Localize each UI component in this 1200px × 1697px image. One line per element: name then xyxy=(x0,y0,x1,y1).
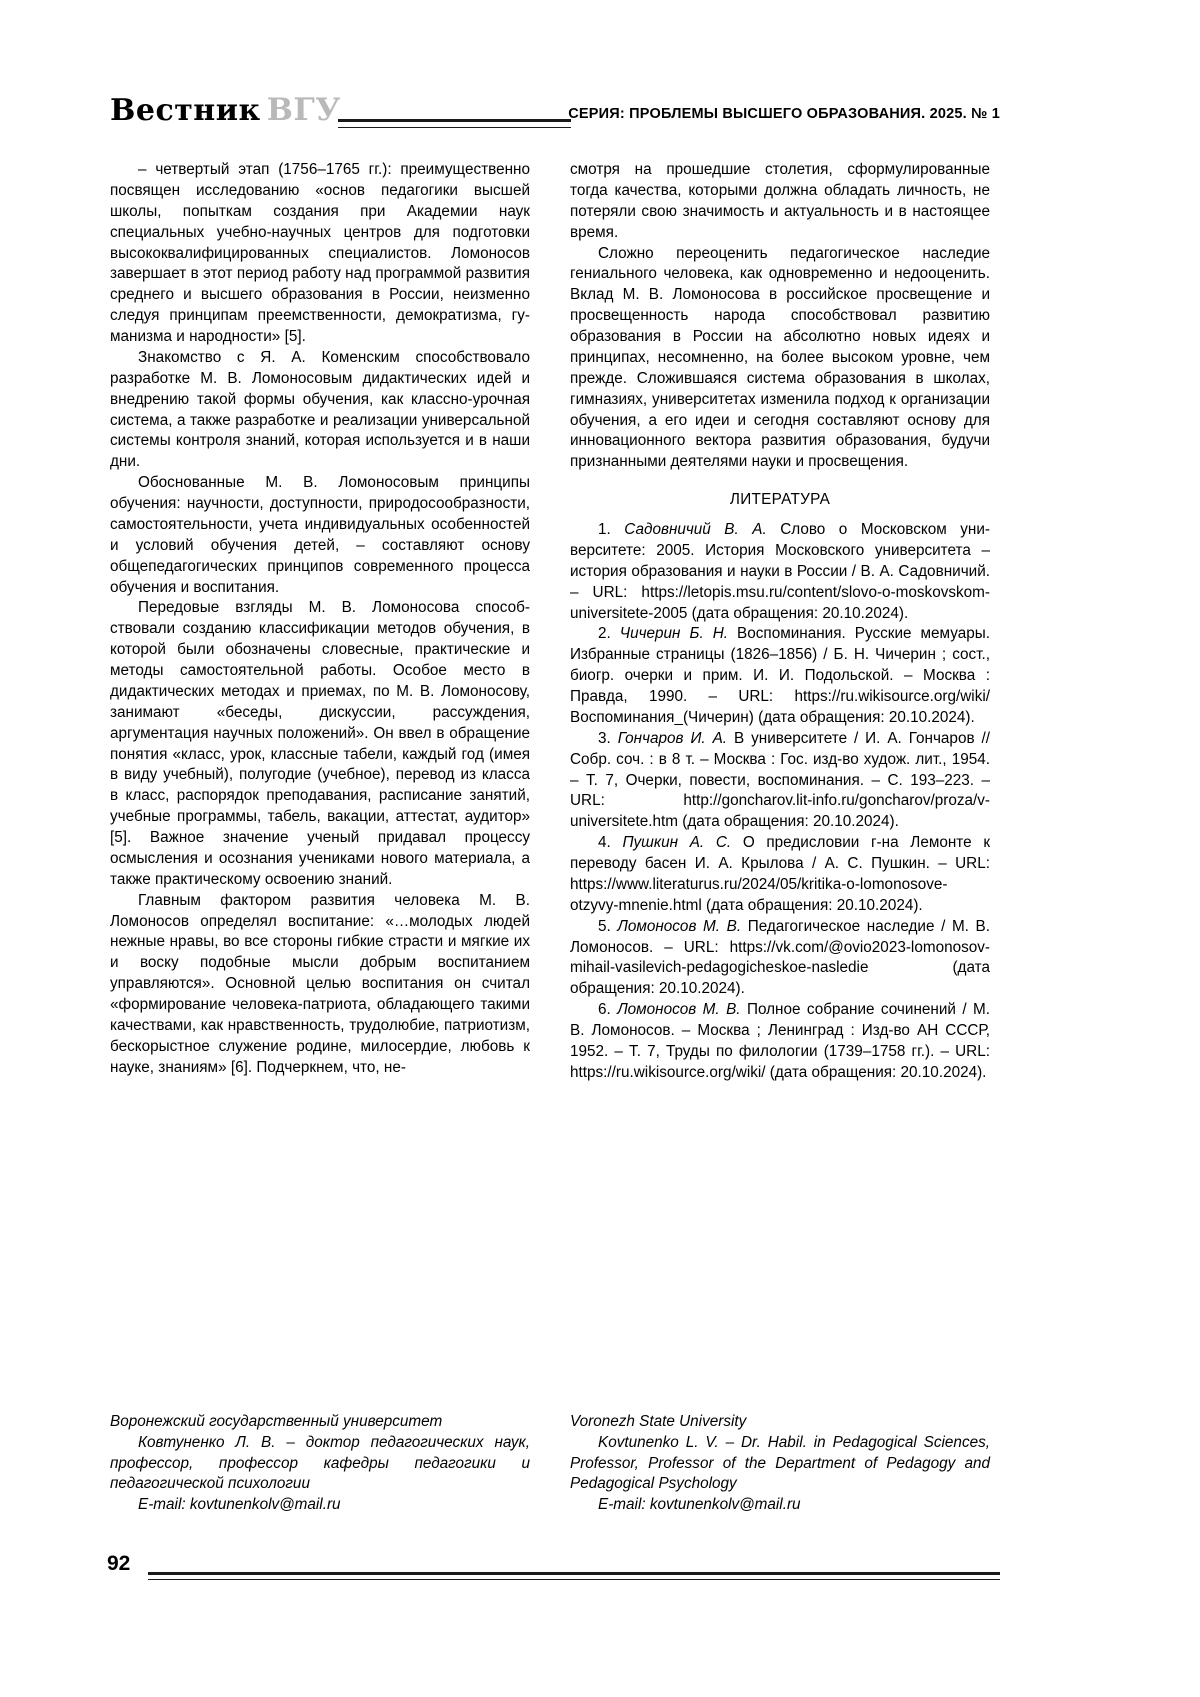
journal-logo xyxy=(110,92,341,128)
page-header xyxy=(110,92,1000,138)
reference-number: 6. xyxy=(598,1001,611,1019)
reference-text: Слово о Московском университете: 2005. История Московского университета – история образования и науки в России / В. А. Садовничий. – URL: https://letopis.msu.ru/content/slovo-o-moskovskom-universitete-2005 (дата обращения: 20.10.2024). xyxy=(570,521,990,622)
body-column-left xyxy=(110,160,530,1079)
affiliation-author: Ковтуненко Л. В. – доктор педагогических наук, профессор, профессор кафедры педагогики и педагогической психологии xyxy=(110,1433,530,1493)
affiliation-email: E-mail: kovtunenkolv@mail.ru xyxy=(598,1496,801,1514)
paragraph: Главным фактором развития человека М. В. Ломоносов определял воспитание: «…молодых людей нежные нравы, во все стороны гибкие страсти и мягкие их и воску подобные мысли добрым воспитанием управляются». Основной целью воспитания он считал «формирование человека-патриота, обладающего такими качествами, как нравственность, трудолюбие, патриотизм, бескорыстное служение родине, милосердие, любовь к науке, знаниям» [6]. Подчеркнем, что, не- xyxy=(110,891,530,1076)
reference-text: О предисловии г-на Лемонте к переводу басен И. А. Крылова / А. С. Пушкин. – URL: https://www.literaturus.ru/2024/05/kritika-o-lomonosove-otzyvy-mnenie.html (дата обращения: 20.10.2024). xyxy=(570,834,991,914)
paragraph: Передовые взгляды М. В. Ломоносова способствовали созданию классификации методов обучения, в которой были обозначены словесные, практические и методы самостоятельной работы. Особое место в дидактических методах и приемах, по М. В. Ломоносову, занимают «беседы, дискуссии, рассуждения, аргументация научных положений». Он ввел в обращение понятия «класс, урок, классные табели, каждый год (имея в виду учебный), полугодие (учебное), перевод из класса в класс, распорядок преподавания, расписание занятий, учебные программы, табель, вакации, аттестат, аудитор» [5]. Важное значение ученый придавал процессу осмысления и осознания учениками нового материала, а также практическому освоению знаний. xyxy=(110,599,530,888)
paragraph: Знакомство с Я. А. Коменским способствовало разработке М. В. Ломоносовым дидактических идей и внедрению такой формы обучения, как классно-урочная система, а также разработке и реализации универсальной системы контроля знаний, которая используется и в наши дни. xyxy=(110,348,530,471)
reference-author: Ломоносов М. В. xyxy=(617,1001,741,1019)
journal-logo-main: Вестник xyxy=(110,93,261,128)
reference-text: Педагогическое наследие / М. В. Ломоносов. – URL: https://vk.com/@ovio2023-lomonosov-mihail-vasilevich-pedagogicheskoe-nasledie (дата обращения: 20.10.2024). xyxy=(570,917,990,998)
reference-author: Пушкин А. С. xyxy=(622,834,732,852)
body-column-right xyxy=(570,160,990,1084)
journal-series-line: СЕРИЯ: ПРОБЛЕМЫ ВЫСШЕГО ОБРАЗОВАНИЯ. 2025. № 1 xyxy=(568,106,1000,122)
reference-author: Гончаров И. А. xyxy=(617,729,728,747)
paragraph-continued: смотря на прошедшие столетия, сформулированные тогда качества, которыми должна обладать личность, не потеряли свою значимость и актуальность и в настоящее время. xyxy=(570,161,990,241)
reference-text: Полное собрание сочинений / М. В. Ломоносов. – Москва ; Ленинград : Изд-во АН СССР, 1952. – Т. 7, Труды по филологии (1739–1758 гг.). – URL: https://ru.wikisource.org/wiki/ (дата обращения: 20.10.2024). xyxy=(570,1001,991,1081)
journal-logo-secondary: ВГУ xyxy=(266,92,341,128)
reference-number: 4. xyxy=(598,834,611,852)
header-divider-rule xyxy=(338,119,571,128)
affiliation-institution: Воронежский государственный университет xyxy=(110,1413,443,1430)
page-number: 92 xyxy=(107,1552,131,1575)
paragraph: – четвертый этап (1756–1765 гг.): преимущественно посвящен исследованию «основ педагогики высшей школы, попыткам создания при Академии наук специальных учебно-научных центров для подготовки высококвалифицированных специалистов. Ломоносов завершает в этот период работу над программой развития среднего и высшего образования в России, неизменно следуя принципам преемственности, демократизма, гуманизма и народности» [5]. xyxy=(110,161,530,345)
reference-item xyxy=(570,917,990,1001)
references-heading: ЛИТЕРАТУРА xyxy=(729,491,831,509)
reference-number: 3. xyxy=(598,729,611,747)
reference-item xyxy=(570,520,990,624)
reference-number: 1. xyxy=(598,521,611,538)
reference-text: В университете / И. А. Гончаров // Собр. соч. : в 8 т. – Москва : Гос. изд-во худож. лит., 1954. – Т. 7, Очерки, повести, воспоминания. – С. 193–223. – URL: http://goncharov.lit-info.ru/goncharov/proza/v-universitete.htm (дата обращения: 20.10.2024). xyxy=(570,729,991,831)
reference-number: 5. xyxy=(598,917,611,935)
footer-divider-rule xyxy=(148,1572,1000,1580)
reference-item xyxy=(570,624,990,728)
reference-author: Чичерин Б. Н. xyxy=(619,625,729,643)
affiliation-email: E-mail: kovtunenkolv@mail.ru xyxy=(138,1496,341,1514)
reference-item xyxy=(570,833,990,917)
paragraph: Обоснованные М. В. Ломоносовым принципы обучения: научности, доступности, природосообразности, самостоятельности, учета индивидуальных особенностей и условий обучения детей, – составляют основу общепедагогических принципов современного процесса обучения и воспитания. xyxy=(110,474,530,596)
affiliation-russian xyxy=(110,1412,530,1516)
reference-text: Воспоминания. Русские мемуары. Избранные страницы (1826–1856) / Б. Н. Чичерин ; сост., биогр. очерки и прим. И. И. Подольской. – Москва : Правда, 1990. – URL: https://ru.wikisource.org/wiki/Воспоминания_(Чичерин) (дата обращения: 20.10.2024). xyxy=(570,625,990,726)
affiliation-institution: Voronezh State University xyxy=(570,1413,747,1430)
reference-author: Садовничий В. А. xyxy=(624,521,767,538)
reference-item xyxy=(570,1000,990,1084)
reference-number: 2. xyxy=(598,625,611,643)
reference-item xyxy=(570,729,990,833)
reference-author: Ломоносов М. В. xyxy=(617,917,742,935)
paragraph: Сложно переоценить педагогическое наследие гениального человека, как одновременно и недооценить. Вклад М. В. Ломоносова в российское просвещение и просвещенность народа способствовал развитию образования в России на абсолютно новых идеях и принципах, несомненно, на более высоком уровне, чем прежде. Сложившаяся система образования в школах, гимназиях, университетах изменила подход к организации обучения, а его идеи и сегодня составляют основу для инновационного вектора развития образования, будучи признанными деятелями науки и просвещения. xyxy=(570,244,990,471)
affiliation-author: Kovtunenko L. V. – Dr. Habil. in Pedagogical Sciences, Professor, Professor of the Department of Pedagogy and Pedagogical Psychology xyxy=(570,1433,990,1493)
affiliation-english xyxy=(570,1412,990,1516)
